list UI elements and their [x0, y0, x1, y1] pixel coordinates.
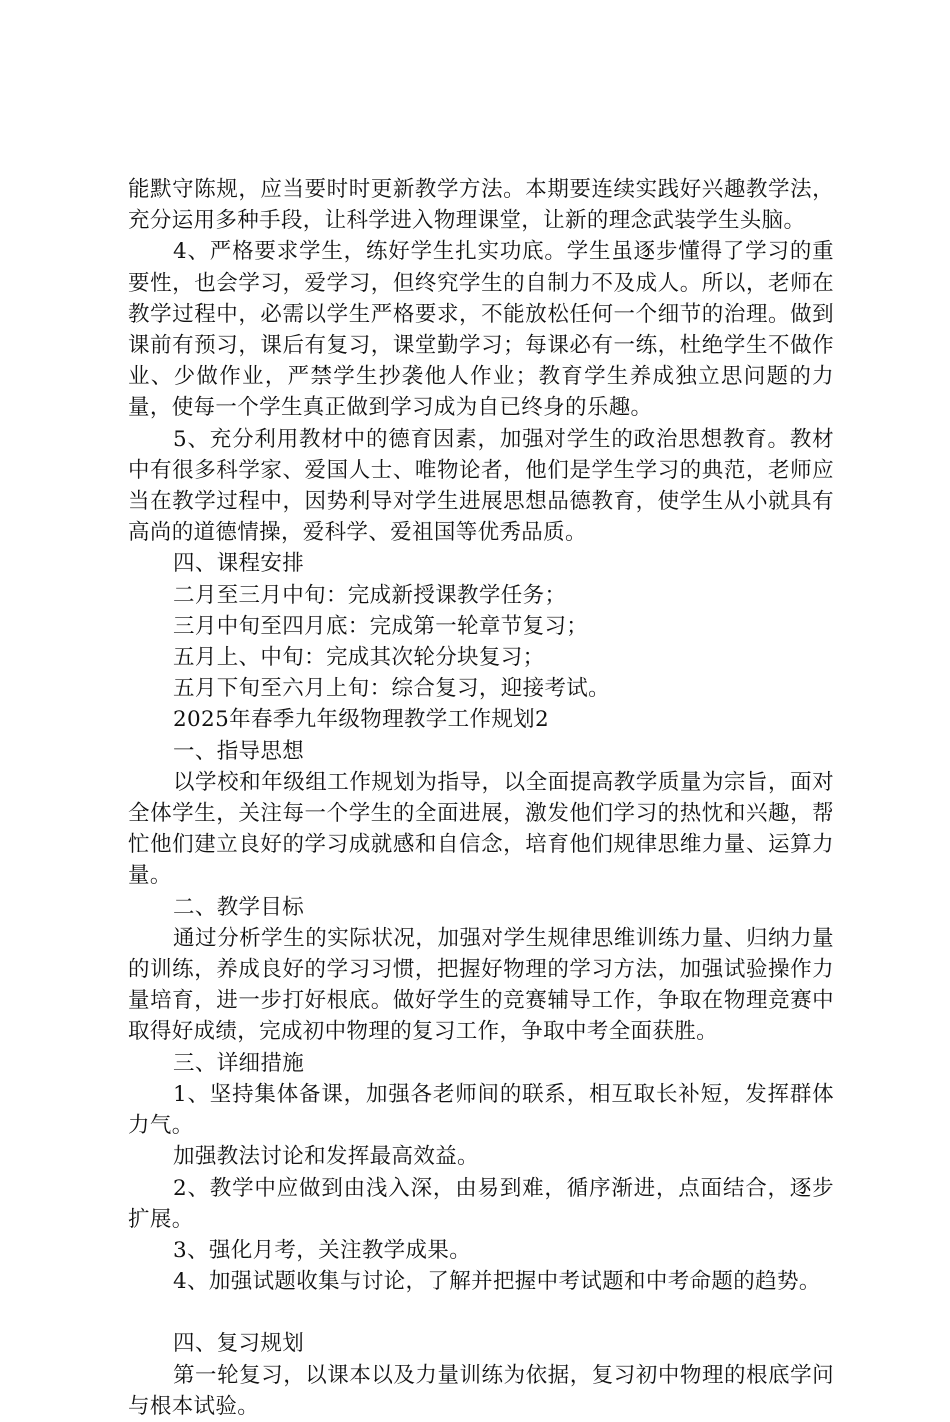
- document-title-2: 2025年春季九年级物理教学工作规划2: [173, 707, 550, 733]
- measure-item: 3、强化月考，关注教学成果。: [173, 1237, 472, 1263]
- schedule-item: 五月下旬至六月上旬：综合复习，迎接考试。: [173, 676, 611, 702]
- schedule-item: 二月至三月中旬：完成新授课教学任务；: [173, 582, 567, 608]
- section-heading-review-plan: 四、复习规划: [173, 1331, 305, 1357]
- section-heading-measures: 三、详细措施: [173, 1050, 305, 1076]
- blank-line: [128, 1297, 834, 1328]
- section-heading-teaching-goals: 二、教学目标: [173, 894, 305, 920]
- section-heading-guiding-ideology: 一、指导思想: [173, 738, 305, 764]
- measure-item: 加强教法讨论和发挥最高效益。: [173, 1144, 479, 1170]
- measure-item: 4、加强试题收集与讨论，了解并把握中考试题和中考命题的趋势。: [173, 1269, 821, 1295]
- paragraph-guiding-ideology: 以学校和年级组工作规划为指导，以全面提高教学质量为宗旨，面对全体学生，关注每一个学生的全面进展，激发他们学习的热忱和兴趣，帮忙他们建立良好的学习成就感和自信念，培育他们规律思维力量、运算力量。: [128, 769, 834, 889]
- schedule-item: 五月上、中旬：完成其次轮分块复习；: [173, 645, 545, 671]
- paragraph-point-5: 5、充分利用教材中的德育因素，加强对学生的政治思想教育。教材中有很多科学家、爱国人士、唯物论者，他们是学生学习的典范，老师应当在教学过程中，因势利导对学生进展思想品德教育，使学生从小就具有高尚的道德情操，爱科学、爱祖国等优秀品质。: [128, 426, 834, 546]
- paragraph-teaching-goals: 通过分析学生的实际状况，加强对学生规律思维训练力量、归纳力量的训练，养成良好的学习习惯，把握好物理的学习方法，加强试验操作力量培育，进一步打好根底。做好学生的竞赛辅导工作，争取在物理竞赛中取得好成绩，完成初中物理的复习工作，争取中考全面获胜。: [128, 925, 834, 1045]
- paragraph-continuation: 能默守陈规，应当要时时更新教学方法。本期要连续实践好兴趣教学法，充分运用多种手段，让科学进入物理课堂，让新的理念武装学生头脑。: [128, 177, 834, 234]
- document-page: [128, 174, 834, 1422]
- measure-item: 2、教学中应做到由浅入深，由易到难，循序渐进，点面结合，逐步扩展。: [128, 1175, 834, 1232]
- paragraph-review-plan: 第一轮复习，以课本以及力量训练为依据，复习初中物理的根底学问与根本试验。: [128, 1362, 834, 1419]
- measure-item: 1、坚持集体备课，加强各老师间的联系，相互取长补短，发挥群体力气。: [128, 1081, 834, 1139]
- section-heading-course-schedule: 四、课程安排: [173, 551, 305, 577]
- paragraph-point-4: 4、严格要求学生，练好学生扎实功底。学生虽逐步懂得了学习的重要性，也会学习，爱学习，但终究学生的自制力不及成人。所以，老师在教学过程中，必需以学生严格要求，不能放松任何一个细节的治理。做到课前有预习，课后有复习，课堂勤学习；每课必有一练，杜绝学生不做作业、少做作业，严禁学生抄袭他人作业；教育学生养成独立思问题的力量，使每一个学生真正做到学习成为自已终身的乐趣。: [128, 239, 834, 421]
- schedule-item: 三月中旬至四月底：完成第一轮章节复习；: [173, 613, 589, 639]
